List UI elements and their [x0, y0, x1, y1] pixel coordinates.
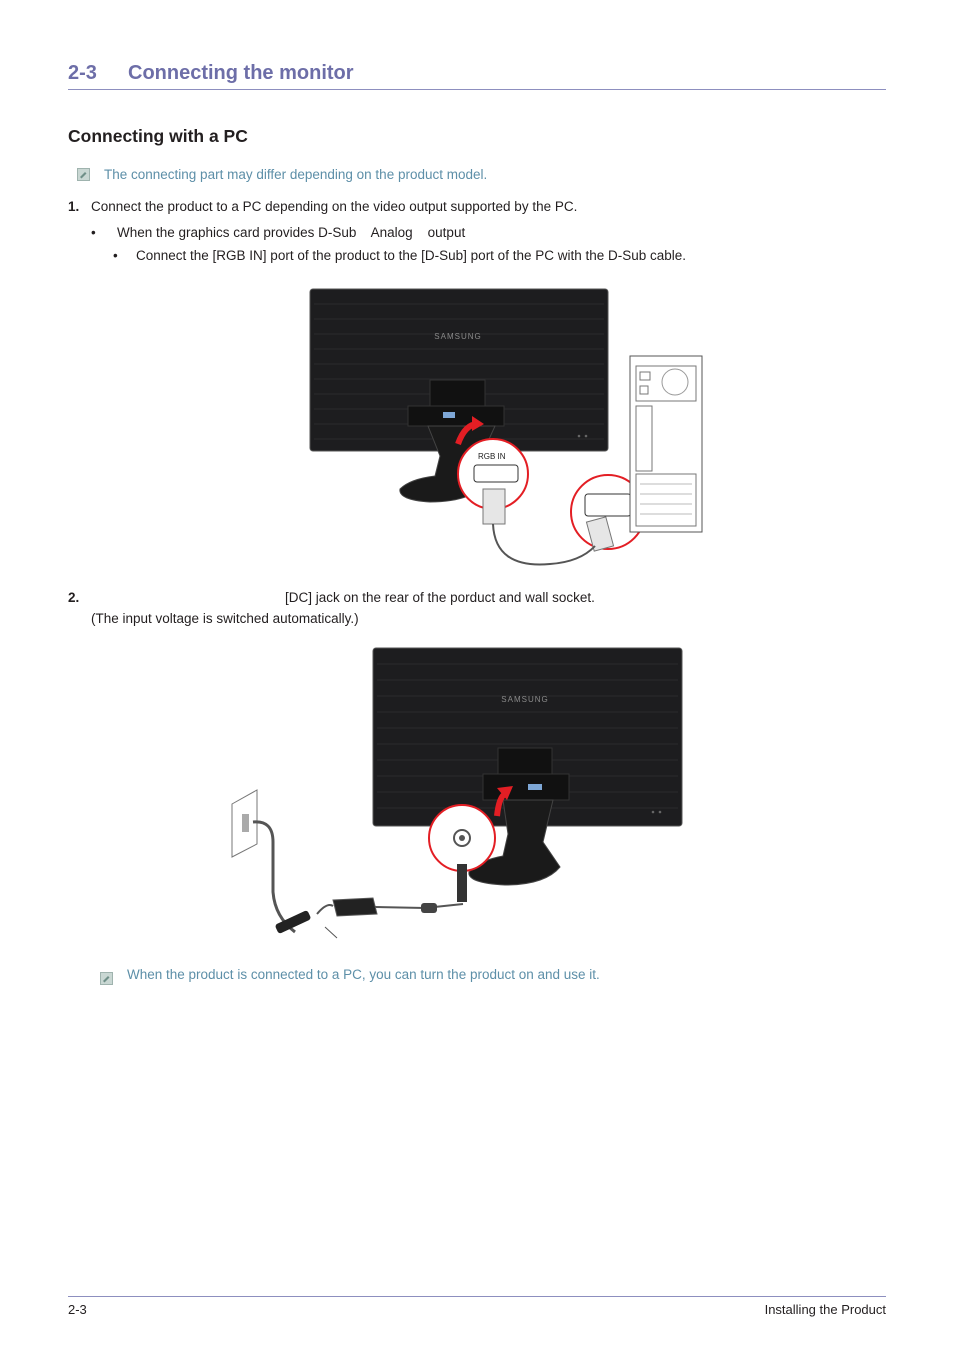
subsection-title: Connecting with a PC — [68, 126, 248, 146]
power-adapter — [333, 898, 377, 916]
bullet-text: Connect the [RGB IN] port of the product to the [D-Sub] port of the PC with the D-Sub cable. — [136, 248, 687, 263]
section-header — [68, 62, 886, 90]
note-icon — [100, 972, 113, 985]
footer-divider — [68, 1296, 886, 1297]
step-text-2: (The input voltage is switched automatically.) — [91, 611, 359, 626]
step-number: 2. — [68, 590, 80, 605]
step-text: [DC] jack on the rear of the porduct and wall socket. — [285, 590, 595, 605]
bullet-icon: • — [91, 225, 96, 240]
power-connection-figure — [225, 642, 690, 947]
section-title: Connecting the monitor — [128, 62, 354, 84]
note-icon — [77, 168, 90, 181]
step-text: Connect the product to a PC depending on the video output supported by the PC. — [91, 199, 578, 214]
rgb-in-label: RGB IN — [478, 452, 506, 461]
note-text: When the product is connected to a PC, you can turn the product on and use it. — [127, 967, 600, 982]
step-number: 1. — [68, 199, 80, 214]
brand-logo: SAMSUNG — [501, 695, 549, 704]
page-number: 2-3 — [68, 1302, 87, 1317]
bullet-text: When the graphics card provides D-Sub Analog output — [117, 225, 466, 240]
note-text: The connecting part may differ depending on the product model. — [104, 167, 488, 182]
section-number: 2-3 — [68, 62, 97, 84]
brand-logo: SAMSUNG — [434, 332, 482, 341]
chapter-title: Installing the Product — [764, 1302, 886, 1317]
dsub-connection-figure — [300, 284, 710, 579]
bullet-icon: • — [113, 248, 118, 263]
